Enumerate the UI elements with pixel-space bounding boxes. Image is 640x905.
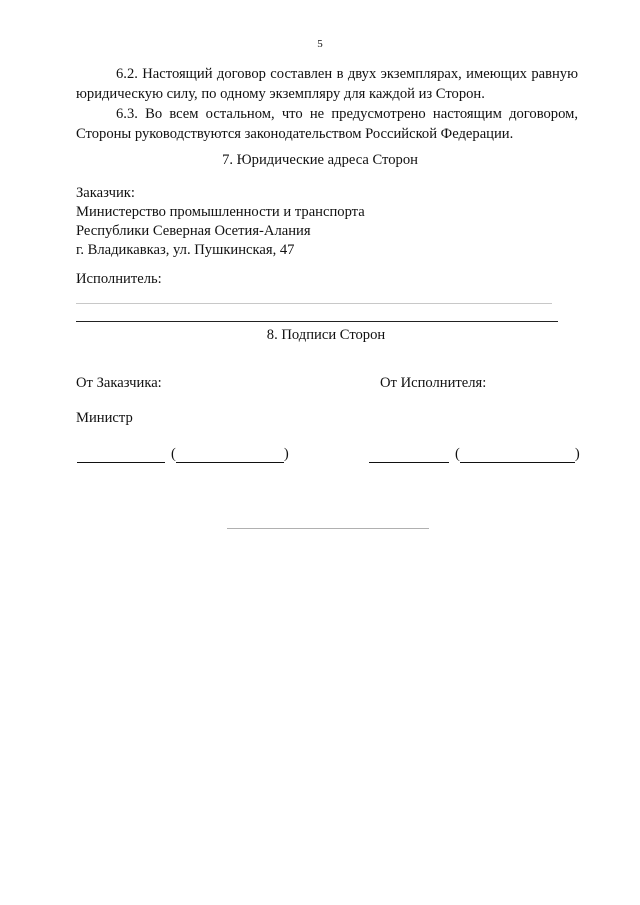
section-8-heading: 8. Подписи Сторон: [266, 327, 386, 343]
customer-name-line-1: Министерство промышленности и транспорта: [76, 204, 365, 220]
section-7-heading: 7. Юридические адреса Сторон: [222, 152, 418, 168]
contractor-label: Исполнитель:: [76, 271, 162, 287]
open-paren: (: [455, 446, 460, 462]
paragraph-6-2: 6.2. Настоящий договор составлен в двух экземплярах, имеющих равную юридическую силу, по одному экземпляру для каждой из Сторон.: [76, 66, 578, 102]
customer-signature-line: [77, 445, 289, 463]
contractor-name-blank: [460, 448, 575, 463]
customer-position: Министр: [76, 410, 133, 426]
page-number: 5: [317, 38, 323, 50]
end-of-document-line: [227, 528, 429, 529]
contractor-signature-line: [369, 445, 580, 463]
close-paren: ): [574, 446, 580, 462]
customer-name-blank: [176, 448, 284, 463]
customer-signature-blank: [77, 448, 165, 463]
customer-label: Заказчик:: [76, 185, 135, 201]
paragraph-6-3: 6.3. Во всем остальном, что не предусмотрено настоящим договором, Стороны руководствуются законодательством Российской Федерации.: [76, 106, 578, 142]
close-paren: ): [283, 446, 289, 462]
section-divider: [76, 321, 558, 322]
contractor-signature-blank: [369, 448, 449, 463]
from-contractor-label: От Исполнителя:: [380, 375, 487, 391]
open-paren: (: [171, 446, 176, 462]
contractor-blank-line: [76, 303, 552, 304]
customer-address: г. Владикавказ, ул. Пушкинская, 47: [76, 242, 295, 258]
customer-name-line-2: Республики Северная Осетия-Алания: [76, 223, 311, 239]
from-customer-label: От Заказчика:: [76, 375, 162, 391]
customer-address-block: [76, 184, 365, 260]
